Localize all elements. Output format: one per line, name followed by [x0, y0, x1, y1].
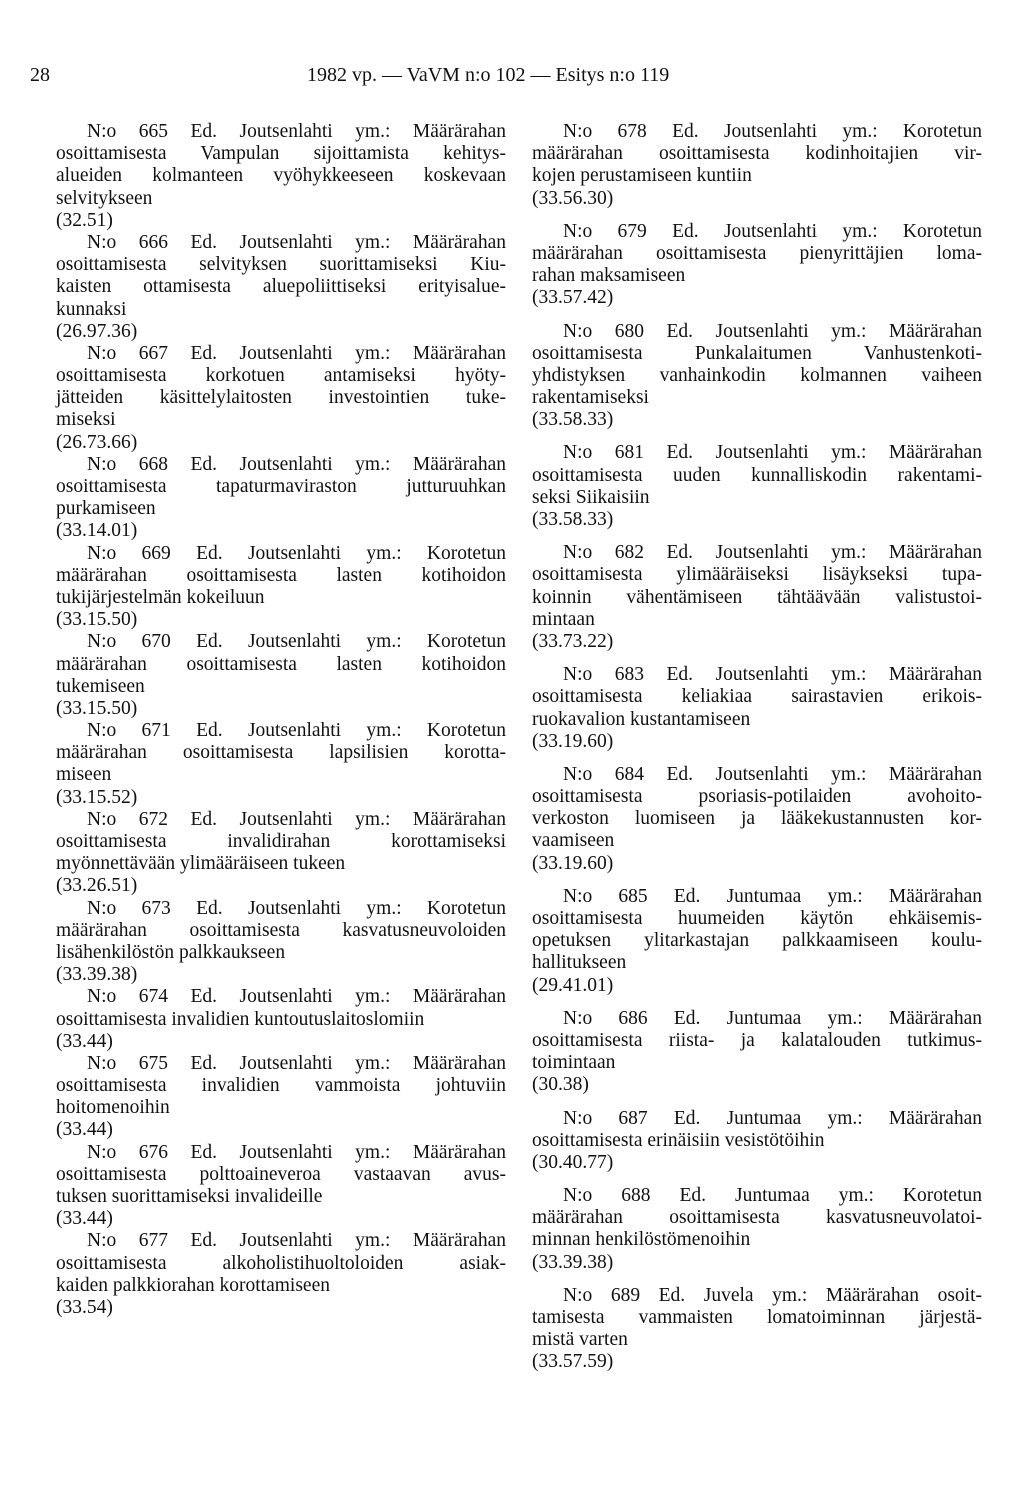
motion-text-line: määrärahan osoittamisesta lasten kotihoidon — [56, 564, 506, 586]
motion-text-line: kaisten ottamisesta aluepoliittiseksi erityisalue- — [56, 276, 506, 298]
motion-entry — [532, 121, 982, 210]
motion-text-line: miseen — [56, 764, 112, 786]
motion-entry — [56, 343, 506, 454]
motion-entry — [532, 221, 982, 310]
motion-entry — [532, 664, 982, 753]
budget-code: (26.73.66) — [56, 431, 138, 453]
motion-entry — [56, 809, 506, 898]
budget-code: (33.39.38) — [532, 1251, 614, 1273]
motion-text-line: kaiden palkkiorahan korottamiseen — [56, 1274, 330, 1296]
budget-code: (33.56.30) — [532, 187, 614, 209]
budget-code: (33.15.50) — [56, 609, 138, 631]
motion-text-line: määrärahan osoittamisesta kasvatusneuvoloiden — [56, 919, 506, 941]
motion-text-line: opetuksen ylitarkastajan palkkaamiseen koulu- — [532, 930, 982, 952]
motion-entry — [532, 764, 982, 875]
budget-code: (30.38) — [532, 1074, 589, 1096]
motion-heading-line: N:o 682 Ed. Joutsenlahti ym.: Määrärahan — [563, 542, 982, 564]
motion-heading-line: N:o 685 Ed. Juntumaa ym.: Määrärahan — [563, 885, 982, 907]
running-title: 1982 vp. — VaVM n:o 102 — Esitys n:o 119 — [307, 64, 670, 86]
motion-text-line: osoittamisesta invalidien vammoista johtuviin — [56, 1075, 506, 1097]
motion-entry — [56, 986, 506, 1053]
motion-entry — [532, 442, 982, 531]
motion-heading-line: N:o 665 Ed. Joutsenlahti ym.: Määrärahan — [87, 121, 506, 142]
motion-text-line: osoittamisesta polttoaineveroa vastaavan avus- — [56, 1163, 506, 1185]
motion-heading-line: N:o 667 Ed. Joutsenlahti ym.: Määrärahan — [87, 342, 506, 364]
motion-text-line: miseksi — [56, 409, 116, 431]
budget-code: (33.26.51) — [56, 875, 138, 897]
motion-text-line: kojen perustamiseen kuntiin — [532, 165, 752, 187]
motion-text-line: verkoston luomiseen ja lääkekustannusten kor- — [532, 808, 982, 830]
motion-text-line: toimintaan — [532, 1052, 616, 1074]
motion-text-line: osoittamisesta korkotuen antamiseksi hyöty- — [56, 365, 506, 387]
motion-text-line: osoittamisesta erinäisiin vesistötöihin — [532, 1129, 825, 1151]
motion-entry — [532, 1008, 982, 1097]
motion-heading-line: N:o 680 Ed. Joutsenlahti ym.: Määrärahan — [563, 320, 982, 342]
budget-code: (32.51) — [56, 209, 113, 231]
motion-text-line: tuksen suorittamiseksi invalideille — [56, 1186, 323, 1207]
motion-heading-line: N:o 684 Ed. Joutsenlahti ym.: Määrärahan — [563, 763, 982, 785]
motion-entry — [56, 232, 506, 343]
budget-code: (33.15.52) — [56, 786, 138, 808]
budget-code: (33.19.60) — [532, 852, 614, 874]
motion-text-line: määrärahan osoittamisesta pienyrittäjien loma- — [532, 242, 982, 264]
motion-entry — [532, 542, 982, 653]
motion-heading-line: N:o 671 Ed. Joutsenlahti ym.: Korotetun — [87, 720, 506, 742]
motion-entry — [532, 1285, 982, 1374]
motion-text-line: jätteiden käsittelylaitosten investointien tuke- — [56, 387, 506, 409]
motion-heading-line: N:o 672 Ed. Joutsenlahti ym.: Määrärahan — [87, 808, 506, 830]
motion-text-line: osoittamisesta Vampulan sijoittamista kehitys- — [56, 143, 506, 165]
motion-entry — [56, 454, 506, 543]
motion-heading-line: N:o 675 Ed. Joutsenlahti ym.: Määrärahan — [87, 1052, 506, 1074]
budget-code: (33.44) — [56, 1030, 113, 1052]
budget-code: (33.44) — [56, 1119, 113, 1141]
motion-entry — [56, 631, 506, 720]
motion-text-line: vaamiseen — [532, 830, 615, 852]
motion-heading-line: N:o 668 Ed. Joutsenlahti ym.: Määrärahan — [87, 453, 506, 475]
motion-text-line: mintaan — [532, 608, 595, 630]
motion-text-line: alueiden kolmanteen vyöhykkeeseen koskevaan — [56, 165, 506, 187]
motion-text-line: osoittamisesta invalidien kuntoutuslaitoslomiin — [56, 1008, 425, 1030]
motion-heading-line: N:o 673 Ed. Joutsenlahti ym.: Korotetun — [87, 897, 506, 919]
motion-text-line: hoitomenoihin — [56, 1097, 170, 1119]
motion-text-line: määrärahan osoittamisesta kasvatusneuvolatoi- — [532, 1207, 982, 1229]
motion-text-line: määrärahan osoittamisesta lapsilisien korotta- — [56, 742, 506, 764]
motion-entry — [56, 1230, 506, 1319]
motion-heading-line: N:o 689 Ed. Juvela ym.: Määrärahan osoit- — [563, 1284, 982, 1306]
motion-text-line: osoittamisesta Punkalaitumen Vanhustenkoti- — [532, 342, 982, 364]
motion-entry — [532, 321, 982, 432]
motion-text-line: osoittamisesta riista- ja kalatalouden tutkimus- — [532, 1029, 982, 1051]
page-number: 28 — [30, 64, 50, 86]
budget-code: (26.97.36) — [56, 320, 138, 342]
motion-heading-line: N:o 676 Ed. Joutsenlahti ym.: Määrärahan — [87, 1141, 506, 1163]
right-column — [532, 121, 982, 1385]
motion-text-line: osoittamisesta alkoholistihuoltoloiden asiak- — [56, 1252, 506, 1274]
motion-text-line: yhdistyksen vanhainkodin kolmannen vaiheen — [532, 364, 982, 386]
budget-code: (33.39.38) — [56, 964, 138, 986]
motion-text-line: osoittamisesta ylimääräiseksi lisäykseksi tupa- — [532, 564, 982, 586]
motion-heading-line: N:o 677 Ed. Joutsenlahti ym.: Määrärahan — [87, 1230, 506, 1252]
motion-text-line: osoittamisesta uuden kunnalliskodin rakentami- — [532, 464, 982, 486]
motion-heading-line: N:o 678 Ed. Joutsenlahti ym.: Korotetun — [563, 121, 982, 142]
motion-entry — [56, 121, 506, 232]
budget-code: (33.57.59) — [532, 1351, 614, 1373]
motion-text-line: osoittamisesta invalidirahan korottamiseksi — [56, 831, 506, 852]
budget-code: (33.58.33) — [532, 409, 614, 431]
motion-heading-line: N:o 687 Ed. Juntumaa ym.: Määrärahan — [563, 1107, 982, 1129]
motion-text-line: määrärahan osoittamisesta lasten kotihoidon — [56, 653, 506, 675]
budget-code: (33.54) — [56, 1296, 113, 1318]
motion-text-line: osoittamisesta tapaturmaviraston jutturuuhkan — [56, 476, 506, 497]
motion-text-line: rakentamiseksi — [532, 387, 649, 409]
motion-text-line: määrärahan osoittamisesta kodinhoitajien vir- — [532, 143, 982, 165]
motion-heading-line: N:o 688 Ed. Juntumaa ym.: Korotetun — [563, 1185, 982, 1207]
motion-text-line: selvitykseen — [56, 187, 153, 209]
budget-code: (33.73.22) — [532, 630, 614, 652]
motion-text-line: osoittamisesta psoriasis-potilaiden avohoito- — [532, 786, 982, 808]
budget-code: (33.57.42) — [532, 287, 614, 309]
motion-heading-line: N:o 686 Ed. Juntumaa ym.: Määrärahan — [563, 1007, 982, 1029]
budget-code: (29.41.01) — [532, 974, 614, 996]
budget-code: (33.44) — [56, 1208, 113, 1230]
motion-entry — [56, 720, 506, 809]
motion-entry — [56, 898, 506, 987]
motion-heading-line: N:o 681 Ed. Joutsenlahti ym.: Määrärahan — [563, 442, 982, 464]
motion-entry — [56, 1142, 506, 1231]
budget-code: (30.40.77) — [532, 1151, 614, 1173]
motion-heading-line: N:o 669 Ed. Joutsenlahti ym.: Korotetun — [87, 542, 506, 564]
motion-text-line: tukemiseen — [56, 675, 145, 697]
budget-code: (33.19.60) — [532, 730, 614, 752]
motion-text-line: rahan maksamiseen — [532, 265, 686, 287]
motion-text-line: tukijärjestelmän kokeiluun — [56, 586, 265, 608]
motion-text-line: seksi Siikaisiin — [532, 486, 650, 508]
motion-heading-line: N:o 683 Ed. Joutsenlahti ym.: Määrärahan — [563, 664, 982, 686]
motion-text-line: koinnin vähentämiseen tähtäävään valistustoi- — [532, 586, 982, 608]
motion-heading-line: N:o 674 Ed. Joutsenlahti ym.: Määrärahan — [87, 986, 506, 1008]
budget-code: (33.58.33) — [532, 509, 614, 530]
motion-text-line: myönnettävään ylimääräiseen tukeen — [56, 853, 346, 875]
budget-code: (33.15.50) — [56, 697, 138, 719]
motion-text-line: kunnaksi — [56, 298, 127, 320]
left-column — [56, 121, 506, 1319]
motion-heading-line: N:o 670 Ed. Joutsenlahti ym.: Korotetun — [87, 631, 506, 653]
budget-code: (33.14.01) — [56, 520, 138, 542]
motion-text-line: tamisesta vammaisten lomatoiminnan järjestä- — [532, 1307, 982, 1328]
motion-text-line: osoittamisesta keliakiaa sairastavien erikois- — [532, 686, 982, 708]
motion-entry — [56, 543, 506, 632]
page-header — [30, 64, 730, 86]
motion-entry — [532, 1108, 982, 1175]
motion-text-line: purkamiseen — [56, 498, 156, 520]
motion-text-line: osoittamisesta huumeiden käytön ehkäisemis- — [532, 908, 982, 929]
motion-text-line: minnan henkilöstömenoihin — [532, 1229, 751, 1251]
motion-heading-line: N:o 666 Ed. Joutsenlahti ym.: Määrärahan — [87, 231, 506, 253]
motion-text-line: mistä varten — [532, 1329, 628, 1351]
motion-entry — [532, 886, 982, 997]
motion-text-line: hallitukseen — [532, 952, 627, 974]
motion-entry — [56, 1053, 506, 1142]
motion-text-line: ruokavalion kustantamiseen — [532, 708, 751, 730]
motion-entry — [532, 1185, 982, 1274]
motion-text-line: lisähenkilöstön palkkaukseen — [56, 941, 286, 963]
motion-text-line: osoittamisesta selvityksen suorittamiseksi Kiu- — [56, 254, 506, 276]
motion-heading-line: N:o 679 Ed. Joutsenlahti ym.: Korotetun — [563, 220, 982, 242]
